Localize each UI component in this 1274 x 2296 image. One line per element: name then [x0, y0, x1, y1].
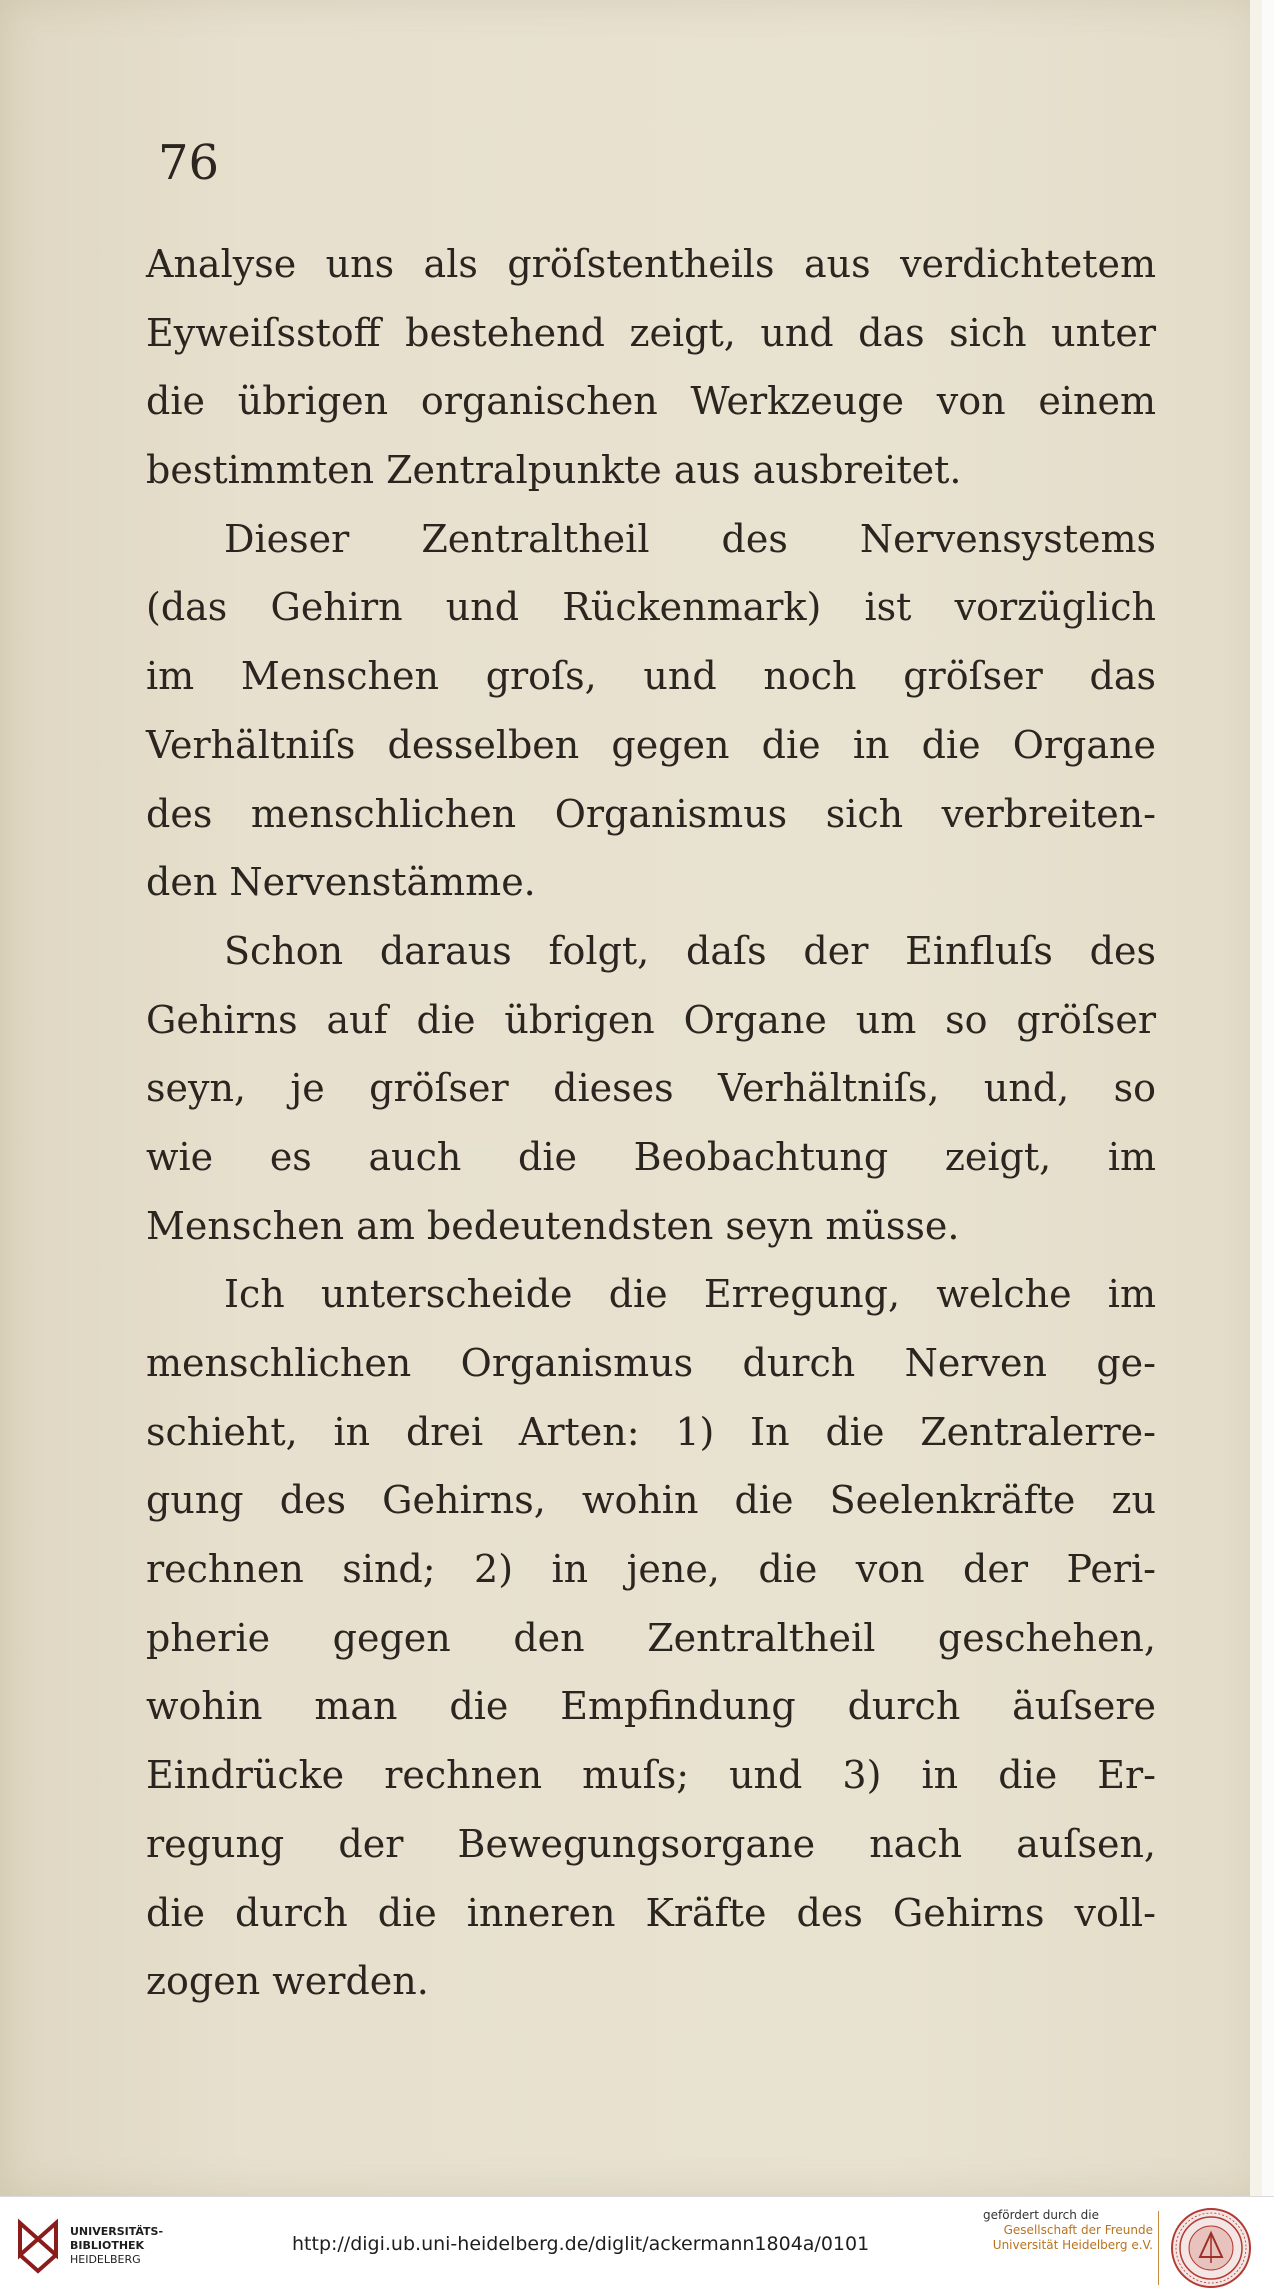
- sponsor-name-line-2: Universität Heidelberg e.V.: [992, 2238, 1153, 2252]
- text-line: pherie gegen den Zentraltheil geschehen,: [146, 1615, 1156, 1660]
- text-line: zogen werden.: [146, 1959, 429, 2004]
- text-line: schieht, in drei Arten: 1) In die Zentralerre-: [146, 1409, 1156, 1454]
- library-name-line-1: UNIVERSITÄTS-: [70, 2225, 164, 2238]
- text-line: Gehirns auf die übrigen Organe um so gröſser: [146, 997, 1156, 1042]
- text-line: wie es auch die Beobachtung zeigt, im: [146, 1134, 1156, 1179]
- text-line: rechnen sind; 2) in jene, die von der Peri-: [146, 1547, 1156, 1592]
- paragraph: [146, 230, 1156, 505]
- text-line: den Nervenstämme.: [146, 860, 536, 905]
- body-text: [146, 230, 1156, 2016]
- sponsor-divider: [1158, 2211, 1159, 2285]
- paragraph: [146, 917, 1156, 1260]
- text-line: Dieser Zentraltheil des Nervensystems: [224, 516, 1156, 561]
- paragraph: [146, 505, 1156, 917]
- text-line: Analyse uns als gröſstentheils aus verdichtetem: [146, 242, 1156, 286]
- text-line: Eyweiſsstoff bestehend zeigt, und das sich unter: [146, 310, 1156, 355]
- ub-heidelberg-logo-icon[interactable]: [14, 2217, 64, 2275]
- text-line: Schon daraus folgt, daſs der Einfluſs des: [224, 928, 1156, 973]
- permalink-url[interactable]: http://digi.ub.uni-heidelberg.de/diglit/ackermann1804a/0101: [292, 2233, 870, 2255]
- text-line: im Menschen groſs, und noch gröſser das: [146, 654, 1156, 699]
- text-line: regung der Bewegungsorgane nach auſsen,: [146, 1821, 1156, 1866]
- text-line: (das Gehirn und Rückenmark) ist vorzüglich: [146, 585, 1156, 630]
- text-line: bestimmten Zentralpunkte aus ausbreitet.: [146, 448, 962, 493]
- paragraph: [146, 1260, 1156, 2016]
- university-seal-icon[interactable]: [1170, 2207, 1252, 2289]
- viewer-footer: [0, 2196, 1274, 2296]
- library-name[interactable]: [70, 2225, 163, 2267]
- sponsor-intro: gefördert durch die: [983, 2208, 1099, 2222]
- text-line: die durch die inneren Kräfte des Gehirns voll-: [146, 1890, 1156, 1935]
- sponsor-credit[interactable]: [983, 2207, 1153, 2253]
- library-city: HEIDELBERG: [70, 2253, 141, 2266]
- text-line: die übrigen organischen Werkzeuge von einem: [146, 379, 1156, 424]
- text-line: Eindrücke rechnen muſs; und 3) in die Er-: [146, 1753, 1156, 1798]
- text-line: menschlichen Organismus durch Nerven ge-: [146, 1341, 1156, 1385]
- text-line: Verhältniſs desselben gegen die in die Organe: [146, 722, 1156, 767]
- text-line: wohin man die Empfindung durch äuſsere: [146, 1684, 1156, 1729]
- text-line: gung des Gehirns, wohin die Seelenkräfte zu: [146, 1478, 1156, 1523]
- text-line: des menschlichen Organismus sich verbreiten-: [146, 791, 1156, 836]
- page-number: 76: [158, 135, 220, 191]
- library-name-line-2: BIBLIOTHEK: [70, 2239, 145, 2252]
- text-line: seyn, je gröſser dieses Verhältniſs, und, so: [146, 1066, 1156, 1111]
- text-line: Menschen am bedeutendsten seyn müsse.: [146, 1203, 960, 1248]
- sponsor-name-line-1: Gesellschaft der Freunde: [1003, 2223, 1153, 2237]
- text-line: Ich unterscheide die Erregung, welche im: [224, 1272, 1156, 1317]
